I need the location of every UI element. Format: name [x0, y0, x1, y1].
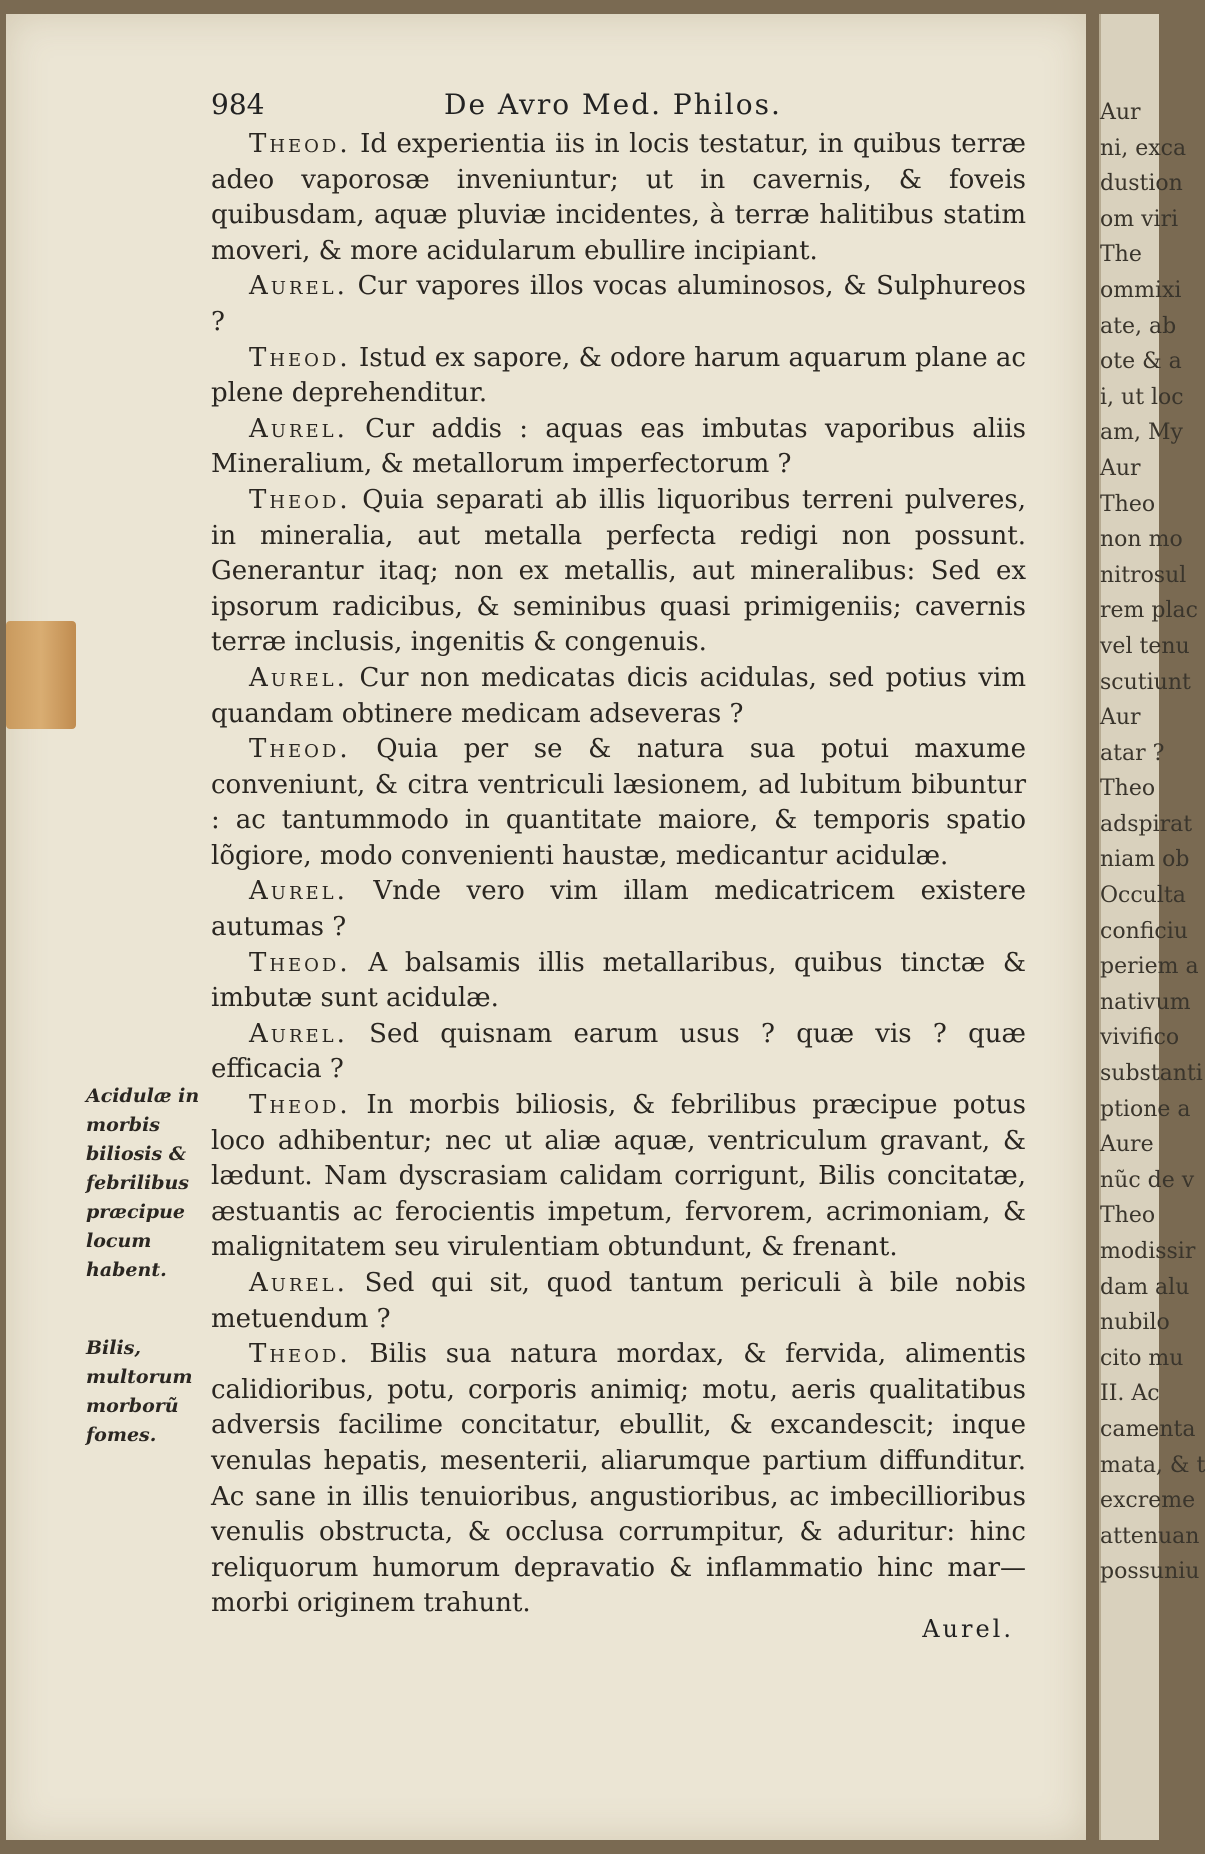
facing-page-fragment: nubilo: [1100, 1310, 1170, 1336]
facing-page-fragment: i, ut loc: [1100, 384, 1184, 410]
facing-page-fragment: nitrosul: [1100, 562, 1187, 588]
paragraph: [211, 946, 1026, 1017]
paragraph: [211, 874, 1026, 945]
facing-page-fragment: Aur: [1100, 100, 1141, 125]
paragraph: [211, 1088, 1026, 1266]
speaker: Theod.: [249, 342, 351, 373]
paragraph: [211, 1266, 1026, 1337]
facing-page-fragment: Theo: [1100, 491, 1156, 517]
paper-tab: [6, 621, 76, 729]
facing-page-fragment: Theo: [1100, 776, 1156, 802]
paragraph: [211, 412, 1026, 483]
paragraph-text: Bilis sua natura mordax, & fervida, alimentis calidioribus, potu, corporis animiq; motu, aeris qualitatibus adversis facilime concitatur, ebullit, & excandescit; inque venulas hepatis, mesenterii, aliarumque partium diffunditur. Ac sane in illis tenuioribus, angustioribus, ac imbecillioribus venulis obstructa, & occlusa corrumpitur, & aduritur: hinc reliquorum humorum depravatio & inflammatio hinc mar— morbi originem trahunt.: [211, 1339, 1026, 1619]
speaker: Aurel.: [249, 413, 348, 444]
facing-page-fragment: ptione a: [1100, 1096, 1191, 1122]
facing-page-fragment: modissir: [1100, 1239, 1196, 1264]
paragraph: [211, 661, 1026, 732]
paragraph-text: Cur non medicatas dicis acidulas, sed potius vim quandam obtinere medicam adseveras ?: [211, 662, 1026, 729]
facing-page-fragment: Aur: [1100, 455, 1141, 481]
facing-page-fragment: rem plac: [1100, 598, 1198, 624]
paragraph: [211, 127, 1026, 269]
facing-page-fragment: The: [1100, 242, 1142, 268]
paragraph-text: Cur vapores illos vocas aluminosos, & Sulphureos ?: [211, 271, 1026, 337]
book-page: [6, 14, 1086, 1840]
paragraph-text: In morbis biliosis, & febrilibus præcipue potus loco adhibentur; nec ut aliæ aquæ, ventriculum gravant, & lædunt. Nam dyscrasiam calidam corrigunt, Bilis concitatæ, æstuantis ac ferocientis impetum, fervorem, acrimoniam, & malignitatem seu virulentiam obtundunt, & frenant.: [211, 1090, 1026, 1263]
facing-page-fragment: non mo: [1100, 527, 1183, 553]
speaker: Theod.: [249, 734, 351, 765]
speaker: Theod.: [249, 1339, 351, 1370]
paragraph: [211, 269, 1026, 340]
speaker: Theod.: [249, 1090, 351, 1121]
facing-page-fragment: Occulta: [1100, 883, 1186, 909]
speaker: Theod.: [249, 947, 351, 978]
running-title: De Avro Med. Philos.: [444, 88, 782, 121]
facing-page-fragment: nũc de v: [1100, 1167, 1195, 1193]
paragraph: [211, 732, 1026, 874]
margin-note: Acidulæ in morbis biliosis & febrilibus præcipue locum habent.: [86, 1085, 200, 1281]
paragraph-text: Quia separati ab illis liquoribus terreni pulveres, in mineralia, aut metalla perfecta redigi non possunt. Generantur itaq; non ex metallis, aut mineralibus: Sed ex ipsorum radicibus, & seminibus quasi primigeniis; cavernis terræ inclusis, ingenitis & congenuis.: [211, 484, 1026, 658]
facing-page-fragment: scutiunt: [1100, 669, 1191, 695]
speaker: Aurel.: [249, 271, 348, 302]
speaker: Aurel.: [249, 1018, 348, 1049]
facing-page-fragment: om viri: [1100, 206, 1179, 232]
facing-page-fragment: camenta: [1100, 1416, 1196, 1442]
facing-page-fragment: Aur: [1100, 705, 1141, 731]
facing-page-text: [1100, 95, 1205, 1590]
paragraph: [211, 1337, 1026, 1622]
page-number: 984: [211, 88, 265, 121]
facing-page-fragment: substanti: [1100, 1061, 1203, 1087]
facing-page-fragment: niam ob: [1100, 847, 1190, 873]
paragraph: [211, 1017, 1026, 1088]
paragraph-text: A balsamis illis metallaribus, quibus tinctæ & imbutæ sunt acidulæ.: [211, 947, 1026, 1014]
facing-page-fragment: atar ?: [1100, 740, 1165, 766]
main-text: [211, 127, 1026, 1622]
page-header: [6, 88, 1086, 128]
facing-page-fragment: adspirat: [1100, 811, 1193, 837]
facing-page-fragment: possuniu: [1100, 1559, 1200, 1585]
paragraph: [211, 341, 1026, 412]
speaker: Theod.: [249, 129, 351, 159]
facing-page-fragment: periem a: [1100, 954, 1199, 980]
facing-page-fragment: cito mu: [1100, 1345, 1184, 1371]
catchword: Aurel.: [922, 1615, 1014, 1643]
paragraph-text: Vnde vero vim illam medicatricem existere autumas ?: [211, 876, 1026, 943]
paragraph-text: Id experientia iis in locis testatur, in quibus terræ adeo vaporosæ inveniuntur; ut in cavernis, & foveis quibusdam, aquæ pluviæ incidentes, à terræ halitibus statim moveri, & more acidularum ebullire incipiant.: [211, 129, 1026, 266]
paragraph-text: Istud ex sapore, & odore harum aquarum plane ac plene deprehenditur.: [211, 342, 1026, 409]
paragraph-text: Sed quisnam earum usus ? quæ vis ? quæ efficacia ?: [211, 1018, 1026, 1085]
facing-page-fragment: nativum: [1100, 989, 1191, 1015]
margin-note: Bilis, multorum morborũ fomes.: [86, 1337, 193, 1446]
facing-page-fragment: II. Ac: [1100, 1381, 1160, 1407]
speaker: Theod.: [249, 484, 351, 515]
speaker: Aurel.: [249, 876, 348, 907]
facing-page-fragment: Aure: [1100, 1132, 1154, 1158]
facing-page-fragment: attenuan: [1100, 1523, 1200, 1549]
paragraph-text: Sed qui sit, quod tantum periculi à bile nobis metuendum ?: [211, 1268, 1026, 1334]
facing-page-fragment: vivifico: [1100, 1025, 1180, 1051]
paragraph: [211, 483, 1026, 661]
speaker: Aurel.: [249, 662, 348, 693]
facing-page-fragment: ate, ab: [1100, 313, 1177, 339]
speaker: Aurel.: [249, 1268, 348, 1298]
facing-page-fragment: ommixi: [1100, 277, 1182, 303]
facing-page-fragment: vel tenu: [1100, 633, 1190, 659]
facing-page-fragment: dustion: [1100, 171, 1183, 197]
facing-page-fragment: ni, exca: [1100, 135, 1187, 161]
facing-page-fragment: mata, & t: [1100, 1452, 1205, 1478]
facing-page-fragment: ote & a: [1100, 349, 1182, 375]
facing-page-fragment: excreme: [1100, 1488, 1196, 1514]
facing-page-fragment: dam alu: [1100, 1274, 1190, 1300]
facing-page-fragment: Theo: [1100, 1203, 1156, 1229]
paragraph-text: Cur addis : aquas eas imbutas vaporibus aliis Mineralium, & metallorum imperfectorum ?: [211, 413, 1026, 480]
paragraph-text: Quia per se & natura sua potui maxume conveniunt, & citra ventriculi læsionem, ad lubitum bibuntur : ac tantummodo in quantitate maiore, & temporis spatio lõgiore, modo convenienti haustæ, medicantur acidulæ.: [211, 734, 1026, 871]
facing-page-fragment: am, My: [1100, 420, 1183, 446]
facing-page-fragment: conficiu: [1100, 918, 1188, 944]
